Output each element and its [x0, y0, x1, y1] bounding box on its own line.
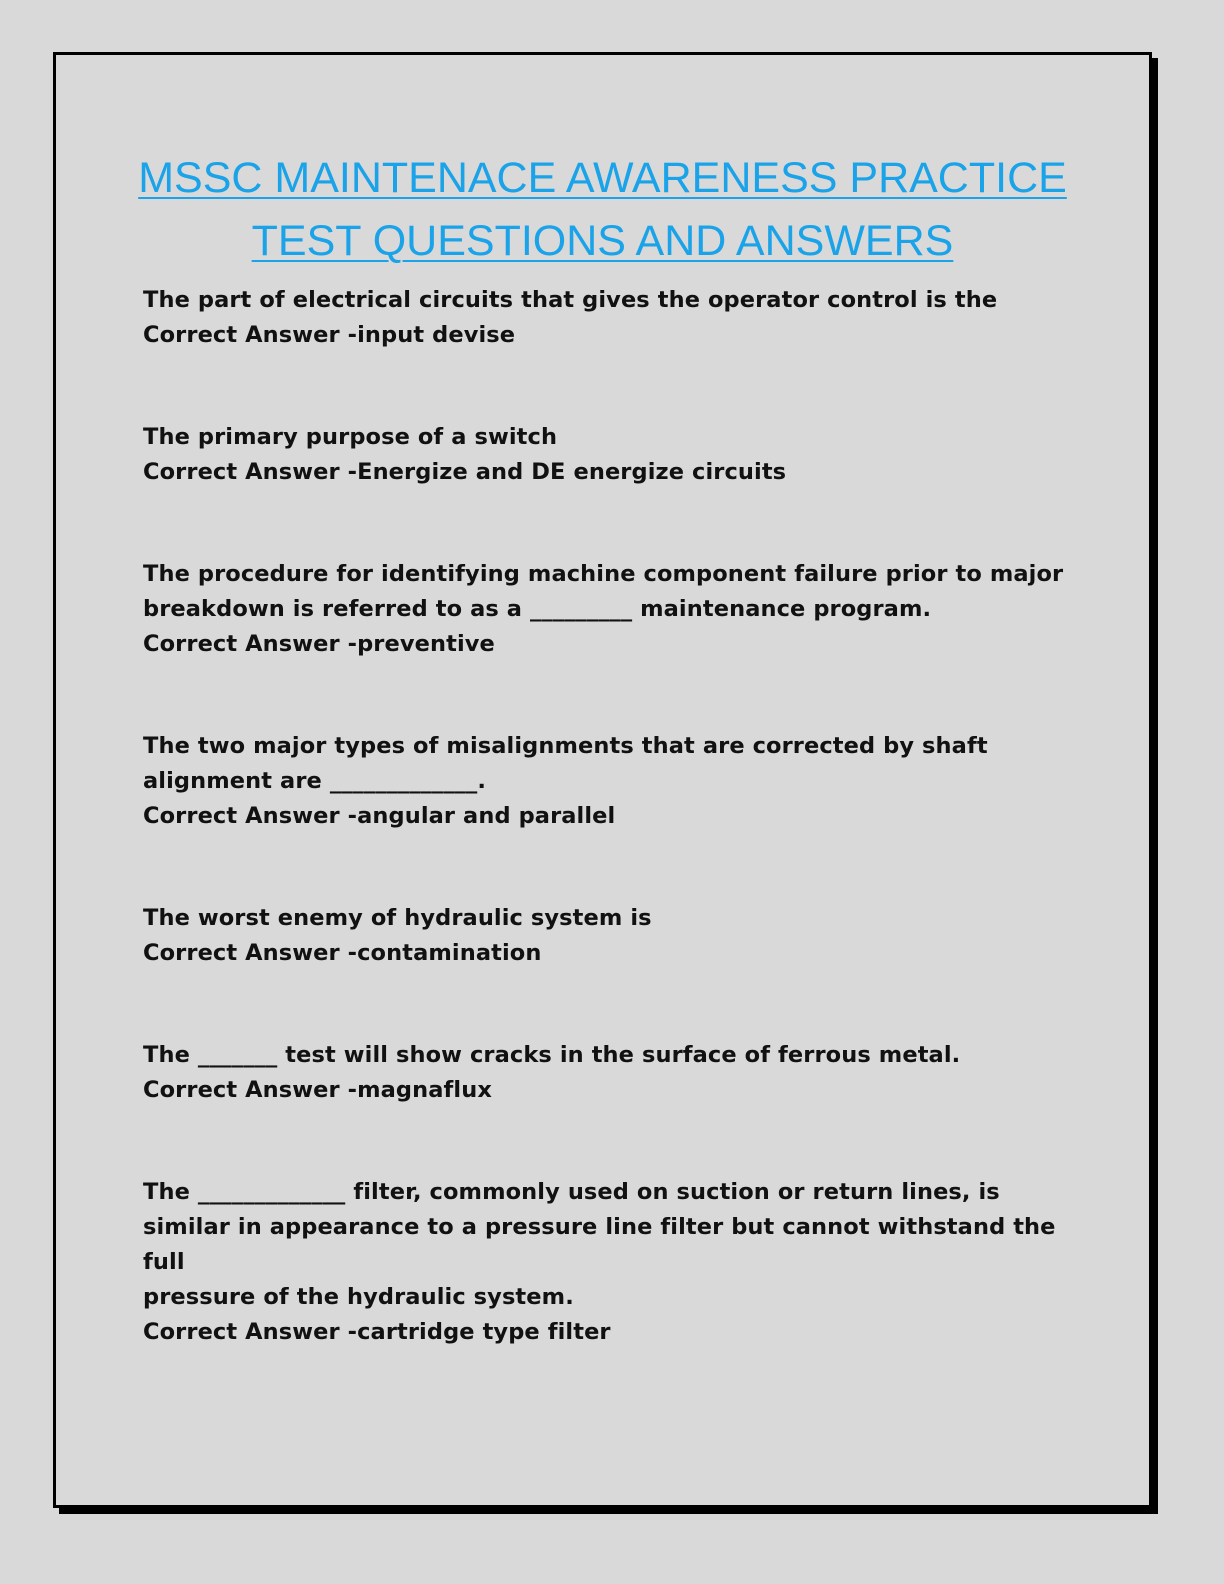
question-line: alignment are _____________.: [143, 768, 487, 794]
question-line: The part of electrical circuits that gives the operator control is the: [143, 287, 998, 313]
answer-text: Energize and DE energize circuits: [357, 459, 787, 485]
question-line: The _____________ filter, commonly used on suction or return lines, is: [143, 1179, 1000, 1205]
question-line: The worst enemy of hydraulic system is: [143, 905, 652, 931]
qa-item: [143, 557, 1103, 662]
answer-text: contamination: [357, 940, 542, 966]
answer-prefix: Correct Answer -: [143, 1319, 358, 1345]
answer-text: cartridge type filter: [357, 1319, 611, 1345]
answer-prefix: Correct Answer -: [143, 1077, 358, 1103]
answer-text: angular and parallel: [357, 803, 616, 829]
page-frame: [53, 52, 1152, 1508]
qa-item: [143, 420, 1103, 490]
qa-item: [143, 283, 1103, 353]
qa-item: [143, 901, 1103, 971]
answer-prefix: Correct Answer -: [143, 940, 358, 966]
answer-prefix: Correct Answer -: [143, 322, 358, 348]
answer-text: input devise: [357, 322, 516, 348]
answer-prefix: Correct Answer -: [143, 803, 358, 829]
answer-line: [143, 1315, 1103, 1350]
answer-prefix: Correct Answer -: [143, 631, 358, 657]
qa-item: [143, 1175, 1103, 1350]
answer-line: [143, 627, 1103, 662]
qa-item: [143, 1038, 1103, 1108]
answer-line: [143, 1073, 1103, 1108]
qa-item: [143, 729, 1103, 834]
question-line: The two major types of misalignments that are corrected by shaft: [143, 733, 988, 759]
title-line-2: TEST QUESTIONS AND ANSWERS: [251, 217, 954, 265]
document-title: [56, 147, 1149, 273]
answer-line: [143, 455, 1103, 490]
question-line: pressure of the hydraulic system.: [143, 1284, 574, 1310]
question-line: breakdown is referred to as a _________ maintenance program.: [143, 596, 932, 622]
qa-list: [143, 283, 1103, 1350]
answer-line: [143, 936, 1103, 971]
answer-line: [143, 318, 1103, 353]
answer-line: [143, 799, 1103, 834]
question-line: The primary purpose of a switch: [143, 424, 558, 450]
answer-text: magnaflux: [357, 1077, 492, 1103]
answer-prefix: Correct Answer -: [143, 459, 358, 485]
answer-text: preventive: [357, 631, 495, 657]
title-line-1: MSSC MAINTENACE AWARENESS PRACTICE: [138, 154, 1067, 202]
question-line: similar in appearance to a pressure line filter but cannot withstand the full: [143, 1214, 1056, 1275]
question-line: The procedure for identifying machine component failure prior to major: [143, 561, 1064, 587]
question-line: The _______ test will show cracks in the surface of ferrous metal.: [143, 1042, 961, 1068]
